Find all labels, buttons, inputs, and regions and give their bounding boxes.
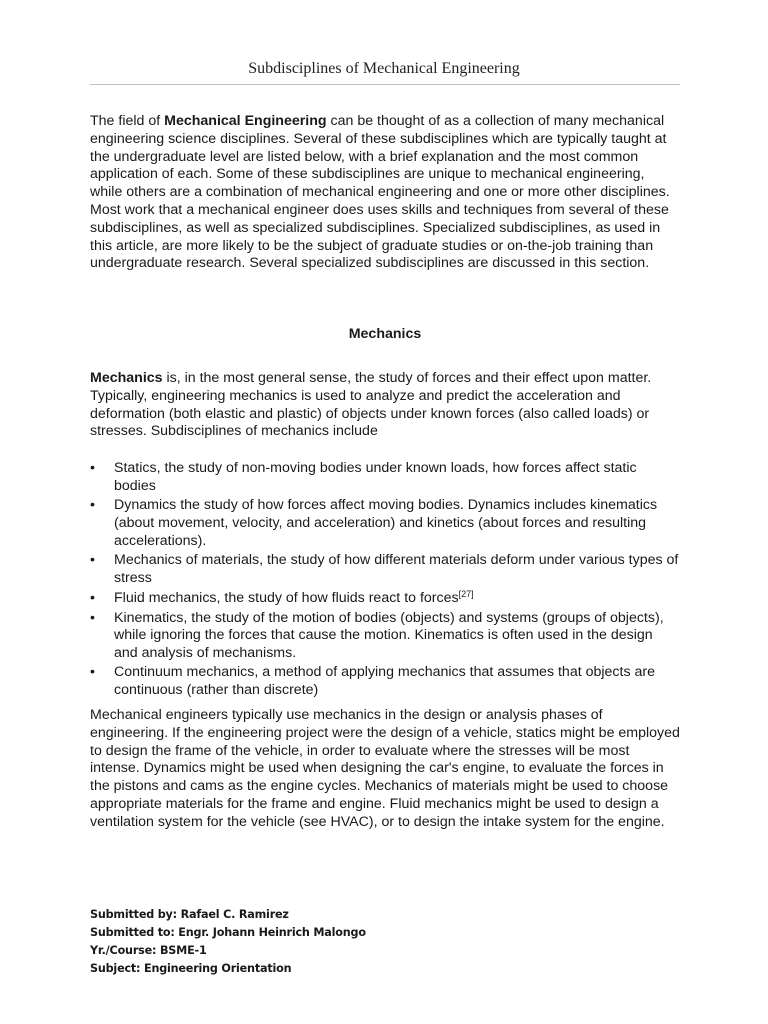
citation-reference[interactable]: [27] — [458, 588, 474, 599]
submitted-to-line: Submitted to: Engr. Johann Heinrich Malongo — [90, 926, 366, 939]
subdisciplines-list — [90, 460, 680, 702]
intro-paragraph — [90, 113, 680, 273]
list-item-text: Statics, the study of non-moving bodies under known loads, how forces affect static bodies — [114, 460, 637, 494]
list-item-text: Kinematics, the study of the motion of bodies (objects) and systems (groups of objects), while ignoring the forces that cause the motion. Kinematics is often used in the design and analysis of mechanisms. — [114, 609, 664, 661]
submission-footer — [90, 906, 366, 978]
bullet-icon: • — [90, 497, 95, 514]
page-header-title: Subdisciplines of Mechanical Engineering — [248, 60, 520, 77]
closing-paragraph: Mechanical engineers typically use mechanics in the design or analysis phases of engineering. If the engineering project were the design of a vehicle, statics might be employed to design the frame of the vehicle, in order to evaluate where the stresses will be most intense. Dynamics might be used when designing the car's engine, to evaluate the forces in the pistons and cams as the engine cycles. Mechanics of materials might be used to choose appropriate materials for the frame and engine. Fluid mechanics might be used to design a ventilation system for the vehicle (see HVAC), or to design the intake system for the engine. — [90, 707, 680, 830]
intro-rest: can be thought of as a collection of many mechanical engineering science disciplines. Several of these subdisciplines which are typically taught at the undergraduate level are listed below, with a brief explanation and the most common application of each. Some of these subdisciplines are unique to mechanical engineering, while others are a combination of mechanical engineering and one or more other disciplines. Most work that a mechanical engineer does uses skills and techniques from several of these subdisciplines, as well as specialized subdisciplines. Specialized subdisciplines, as used in this article, are more likely to be the subject of graduate studies or on-the-job training than undergraduate research. Several specialized subdisciplines are discussed in this section. — [90, 113, 670, 272]
list-item-text: Mechanics of materials, the study of how different materials deform under various types of stress — [114, 552, 679, 586]
list-item-text: Continuum mechanics, a method of applying mechanics that assumes that objects are continuous (rather than discrete) — [114, 664, 655, 699]
bullet-icon: • — [90, 664, 95, 681]
submitted-by-line: Submitted by: Rafael C. Ramirez — [90, 908, 289, 921]
bullet-icon: • — [90, 460, 95, 476]
bullet-icon: • — [90, 589, 95, 606]
list-item — [90, 610, 680, 663]
list-item-text: Dynamics the study of how forces affect moving bodies. Dynamics includes kinematics (about movement, velocity, and acceleration) and kinetics (about forces and resulting accelerations). — [114, 497, 658, 549]
intro-lead: The field of — [90, 113, 165, 129]
bullet-icon: • — [90, 552, 95, 569]
mechanics-bold-term: Mechanics — [90, 370, 163, 386]
header-divider — [90, 84, 680, 85]
subject-line: Subject: Engineering Orientation — [90, 962, 292, 975]
list-item — [90, 552, 680, 587]
list-item — [90, 590, 680, 608]
intro-bold-term: Mechanical Engineering — [164, 113, 327, 129]
list-item-text: Fluid mechanics, the study of how fluids react to forces — [114, 589, 459, 606]
bullet-icon: • — [90, 609, 95, 626]
list-item — [90, 460, 680, 495]
section-heading-mechanics: Mechanics — [348, 326, 422, 342]
list-item — [90, 497, 680, 550]
mechanics-paragraph — [90, 370, 680, 441]
list-item — [90, 664, 680, 699]
mechanics-rest: is, in the most general sense, the study of forces and their effect upon matter. Typically, engineering mechanics is used to analyze and predict the acceleration and deformation (both elastic and plastic) of objects under known forces (also called loads) or stresses. Subdisciplines of mechanics include — [90, 370, 652, 440]
course-line: Yr./Course: BSME-1 — [90, 944, 207, 957]
